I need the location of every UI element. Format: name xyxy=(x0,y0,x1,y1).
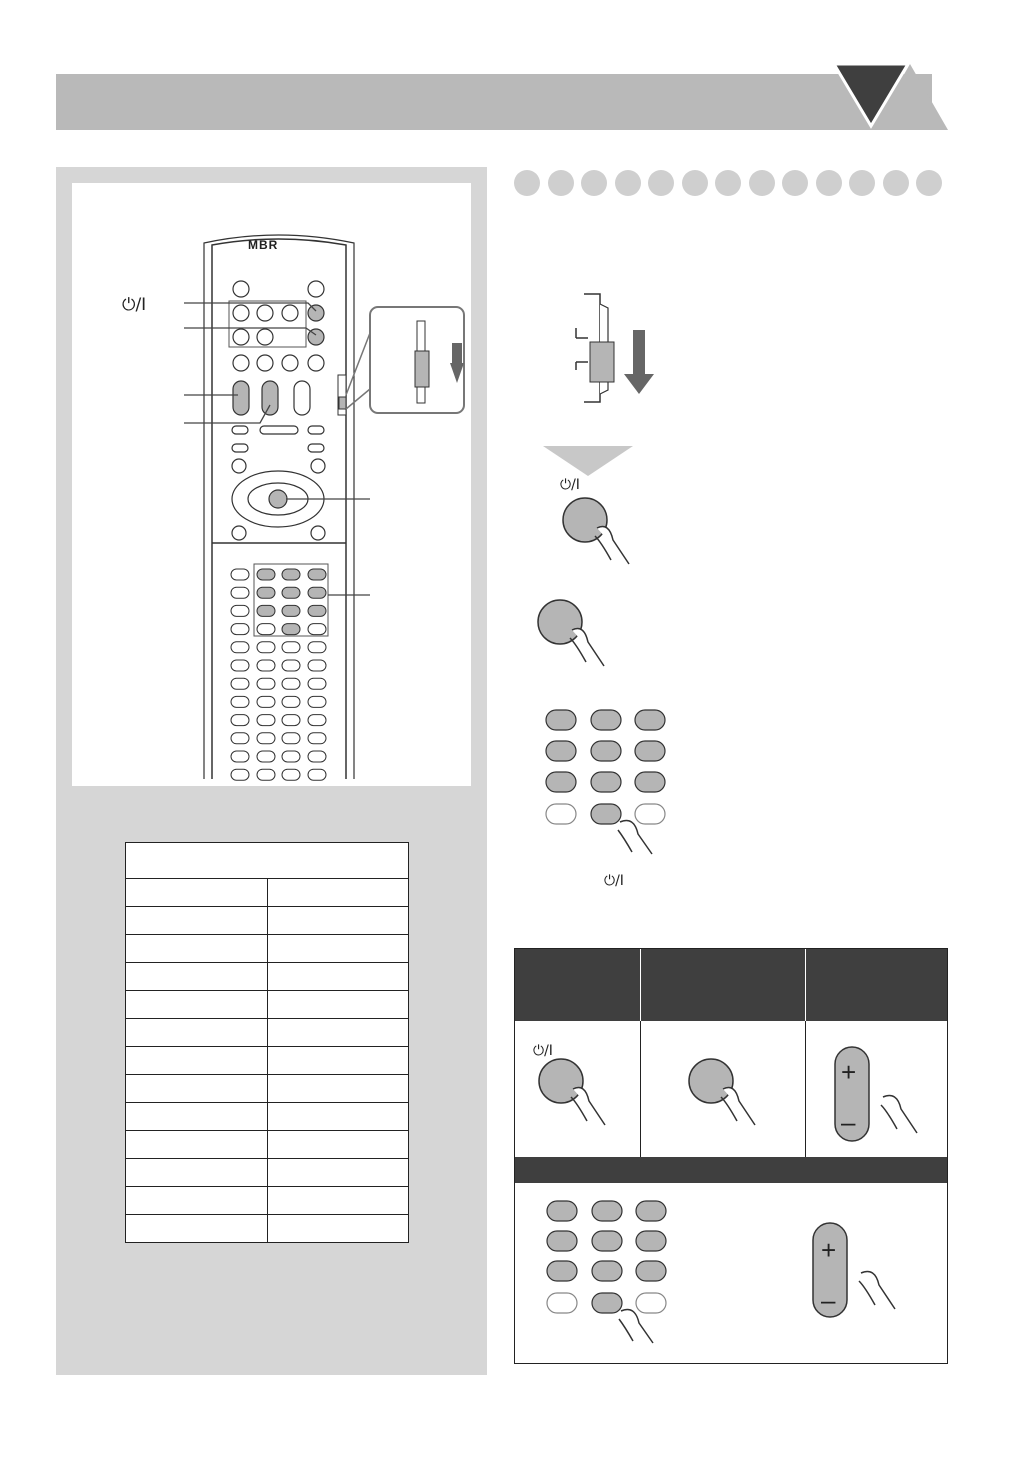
remote-key xyxy=(231,733,249,744)
remote-key xyxy=(282,769,300,780)
remote-key xyxy=(231,642,249,653)
table-cell xyxy=(126,907,268,935)
table-cell xyxy=(126,991,268,1019)
remote-key xyxy=(282,569,300,580)
table-cell xyxy=(126,1131,268,1159)
remote-key xyxy=(308,605,326,616)
remote-key xyxy=(257,751,275,762)
table-cell xyxy=(267,907,409,935)
table-row xyxy=(126,1075,409,1103)
power-callout-symbol: ⏻/I xyxy=(122,295,147,315)
triangle-marker-icon xyxy=(820,60,950,132)
power-symbol-step: ⏻/I xyxy=(560,477,580,493)
table-row xyxy=(126,1103,409,1131)
table-row xyxy=(126,1131,409,1159)
remote-key xyxy=(308,569,326,580)
table-cell xyxy=(126,1047,268,1075)
table-row xyxy=(126,1187,409,1215)
remote-key xyxy=(308,642,326,653)
table-cell xyxy=(267,1103,409,1131)
table-row xyxy=(126,879,409,907)
section-dot xyxy=(615,170,641,196)
button-press xyxy=(530,596,620,686)
remote-key xyxy=(257,678,275,689)
table-row xyxy=(126,1159,409,1187)
remote-key xyxy=(282,642,300,653)
table-cell xyxy=(267,1075,409,1103)
table-cell xyxy=(267,991,409,1019)
table-cell xyxy=(267,1215,409,1243)
remote-key xyxy=(257,660,275,671)
section-dot xyxy=(514,170,540,196)
table-cell xyxy=(126,1159,268,1187)
remote-key xyxy=(282,660,300,671)
section-dot xyxy=(816,170,842,196)
remote-key xyxy=(231,696,249,707)
section-dot xyxy=(648,170,674,196)
section-dot xyxy=(581,170,607,196)
minus-symbol-bottom: – xyxy=(821,1285,836,1315)
keypad-cell xyxy=(541,1197,681,1357)
remote-key xyxy=(257,696,275,707)
remote-key xyxy=(308,715,326,726)
table-cell xyxy=(267,963,409,991)
table-row xyxy=(126,935,409,963)
remote-key xyxy=(308,696,326,707)
table-cell xyxy=(126,879,268,907)
table-header-row xyxy=(515,949,947,1021)
header-bar xyxy=(56,74,932,130)
table-row xyxy=(126,1215,409,1243)
remote-key xyxy=(308,769,326,780)
remote-key xyxy=(282,678,300,689)
remote-key xyxy=(308,624,326,635)
remote-key xyxy=(231,660,249,671)
remote-key xyxy=(308,733,326,744)
table-cell xyxy=(267,1187,409,1215)
table-cell xyxy=(267,879,409,907)
table-cell xyxy=(267,935,409,963)
remote-key xyxy=(231,605,249,616)
table-cell xyxy=(126,935,268,963)
table-cell xyxy=(267,1131,409,1159)
table-row xyxy=(126,963,409,991)
section-dot xyxy=(548,170,574,196)
button-cell xyxy=(675,1039,775,1139)
remote-key xyxy=(282,751,300,762)
plus-symbol-bottom: + xyxy=(821,1235,837,1265)
table-row xyxy=(126,907,409,935)
code-table xyxy=(125,842,409,1243)
table-row xyxy=(126,1019,409,1047)
remote-key xyxy=(231,624,249,635)
remote-key xyxy=(282,587,300,598)
table-subheader-row xyxy=(515,1157,947,1183)
minus-symbol-cell: – xyxy=(841,1107,856,1137)
table-cell xyxy=(267,1019,409,1047)
remote-key xyxy=(231,678,249,689)
remote-key xyxy=(282,733,300,744)
remote-key xyxy=(257,587,275,598)
brand-label: MBR xyxy=(248,238,279,252)
remote-illustration xyxy=(72,183,471,786)
power-symbol-note: ⏻/I xyxy=(604,873,624,889)
remote-key xyxy=(257,605,275,616)
remote-key xyxy=(257,769,275,780)
section-dot xyxy=(715,170,741,196)
table-cell xyxy=(126,1075,268,1103)
remote-key xyxy=(308,587,326,598)
remote-key xyxy=(308,751,326,762)
mode-switch-illustration xyxy=(560,290,670,410)
power-symbol-cell: ⏻/I xyxy=(533,1043,553,1059)
operation-table xyxy=(514,948,948,1364)
remote-key xyxy=(282,624,300,635)
remote-key xyxy=(231,715,249,726)
table-cell xyxy=(126,1187,268,1215)
plus-symbol-cell: + xyxy=(841,1057,857,1087)
arrow-down-icon xyxy=(543,446,633,478)
remote-key xyxy=(282,605,300,616)
remote-key xyxy=(257,569,275,580)
power-button-press xyxy=(555,480,645,570)
section-dot xyxy=(682,170,708,196)
remote-key xyxy=(282,696,300,707)
remote-key xyxy=(257,715,275,726)
table-cell xyxy=(267,1159,409,1187)
table-cell xyxy=(126,1019,268,1047)
remote-key xyxy=(282,715,300,726)
section-dot xyxy=(749,170,775,196)
remote-key xyxy=(231,569,249,580)
section-dot xyxy=(849,170,875,196)
table-row xyxy=(126,1047,409,1075)
section-dot xyxy=(883,170,909,196)
table-cell xyxy=(126,1215,268,1243)
remote-key xyxy=(257,733,275,744)
section-dot xyxy=(916,170,942,196)
table-cell xyxy=(267,1047,409,1075)
remote-key xyxy=(257,624,275,635)
remote-key xyxy=(308,678,326,689)
table-row xyxy=(126,991,409,1019)
remote-key xyxy=(257,642,275,653)
table-cell xyxy=(126,963,268,991)
table-header-cell xyxy=(126,843,409,879)
table-cell xyxy=(126,1103,268,1131)
remote-key xyxy=(231,751,249,762)
section-dot xyxy=(782,170,808,196)
remote-key xyxy=(308,660,326,671)
remote-key xyxy=(231,587,249,598)
remote-key xyxy=(231,769,249,780)
keypad-illustration xyxy=(540,704,680,884)
